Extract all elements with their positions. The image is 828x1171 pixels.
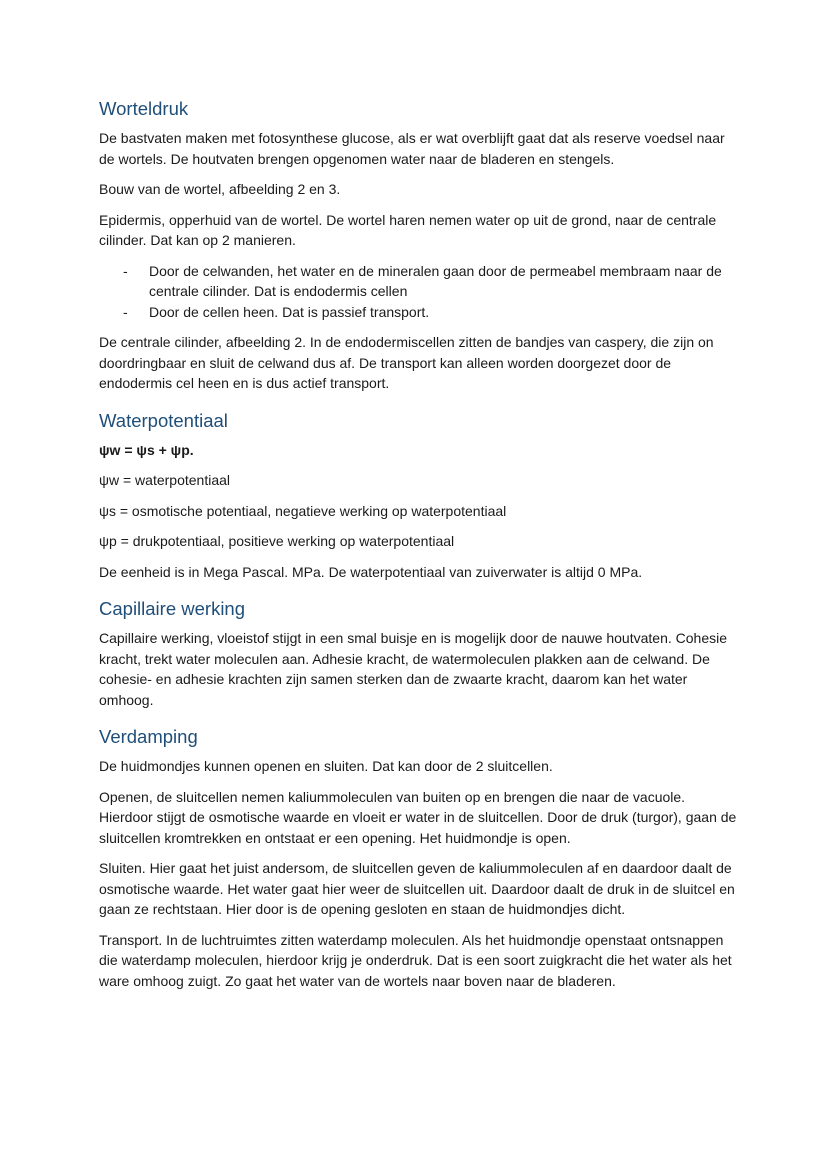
list-item	[99, 261, 739, 302]
section-worteldruk	[99, 96, 739, 394]
section-verdamping	[99, 724, 739, 991]
heading-capillaire-werking: Capillaire werking	[99, 598, 246, 619]
bullet-marker: -	[123, 303, 128, 320]
paragraph: ψp = drukpotentiaal, positieve werking op waterpotentiaal	[99, 533, 455, 549]
paragraph: De huidmondjes kunnen openen en sluiten. Dat kan door de 2 sluitcellen.	[99, 758, 553, 774]
paragraph: De centrale cilinder, afbeelding 2. In de endodermiscellen zitten de bandjes van caspery, die zijn on doordringbaar en sluit de celwand dus af. De transport kan alleen worden doorgezet door de endodermis cel heen en is dus actief transport.	[99, 334, 714, 391]
list-item-text: Door de cellen heen. Dat is passief transport.	[149, 303, 430, 320]
heading-waterpotentiaal: Waterpotentiaal	[99, 409, 228, 431]
heading-worteldruk: Worteldruk	[99, 98, 189, 119]
section-waterpotentiaal	[99, 408, 739, 583]
paragraph: Openen, de sluitcellen nemen kaliummoleculen van buiten op en brengen die naar de vacuole. Hierdoor stijgt de osmotische waarde en vloeit er water in de sluitcellen. Door de druk (turgor), gaan de sluitcellen kromtrekken en ontstaat er een opening. Het huidmondje is open.	[99, 788, 737, 846]
bullet-marker: -	[123, 262, 128, 279]
paragraph: ψs = osmotische potentiaal, negatieve werking op waterpotentiaal	[99, 502, 507, 519]
formula: ψw = ψs + ψp.	[99, 441, 194, 458]
document-page	[99, 96, 739, 1005]
paragraph: Capillaire werking, vloeistof stijgt in een smal buisje en is mogelijk door de nauwe houtvaten. Cohesie kracht, trekt water moleculen aan. Adhesie kracht, de watermoleculen plakken aan de celwand. De cohesie- en adhesie krachten zijn samen sterken dan de zwaarte kracht, daarom kan het water omhoog.	[99, 630, 728, 708]
paragraph: Transport. In de luchtruimtes zitten waterdamp moleculen. Als het huidmondje openstaat ontsnappen die waterdamp moleculen, hierdoor krijg je onderdruk. Dat is een soort zuigkracht die het water als het ware omhoog zuigt. Zo gaat het water van de wortels naar boven naar de bladeren.	[99, 931, 732, 989]
paragraph: Epidermis, opperhuid van de wortel. De wortel haren nemen water op uit de grond, naar de centrale cilinder. Dat kan op 2 manieren.	[99, 211, 717, 248]
bullet-list	[99, 261, 739, 323]
paragraph: ψw = waterpotentiaal	[99, 472, 230, 488]
list-item-text: Door de celwanden, het water en de mineralen gaan door de permeabel membraam naar de centrale cilinder. Dat is endodermis cellen	[149, 262, 722, 299]
paragraph: Bouw van de wortel, afbeelding 2 en 3.	[99, 181, 341, 197]
paragraph: De eenheid is in Mega Pascal. MPa. De waterpotentiaal van zuiverwater is altijd 0 MPa.	[99, 563, 643, 580]
heading-verdamping: Verdamping	[99, 726, 198, 747]
list-item	[99, 302, 739, 323]
section-capillaire-werking	[99, 596, 739, 710]
paragraph: De bastvaten maken met fotosynthese glucose, als er wat overblijft gaat dat als reserve voedsel naar de wortels. De houtvaten brengen opgenomen water naar de bladeren en stengels.	[99, 130, 725, 167]
paragraph: Sluiten. Hier gaat het juist andersom, de sluitcellen geven de kaliummoleculen af en daardoor daalt de osmotische waarde. Het water gaat hier weer de sluitcellen uit. Daardoor daalt de druk in de sluitcel en gaan ze rechtstaan. Hier door is de opening gesloten en staan de huidmondjes dicht.	[99, 860, 735, 917]
